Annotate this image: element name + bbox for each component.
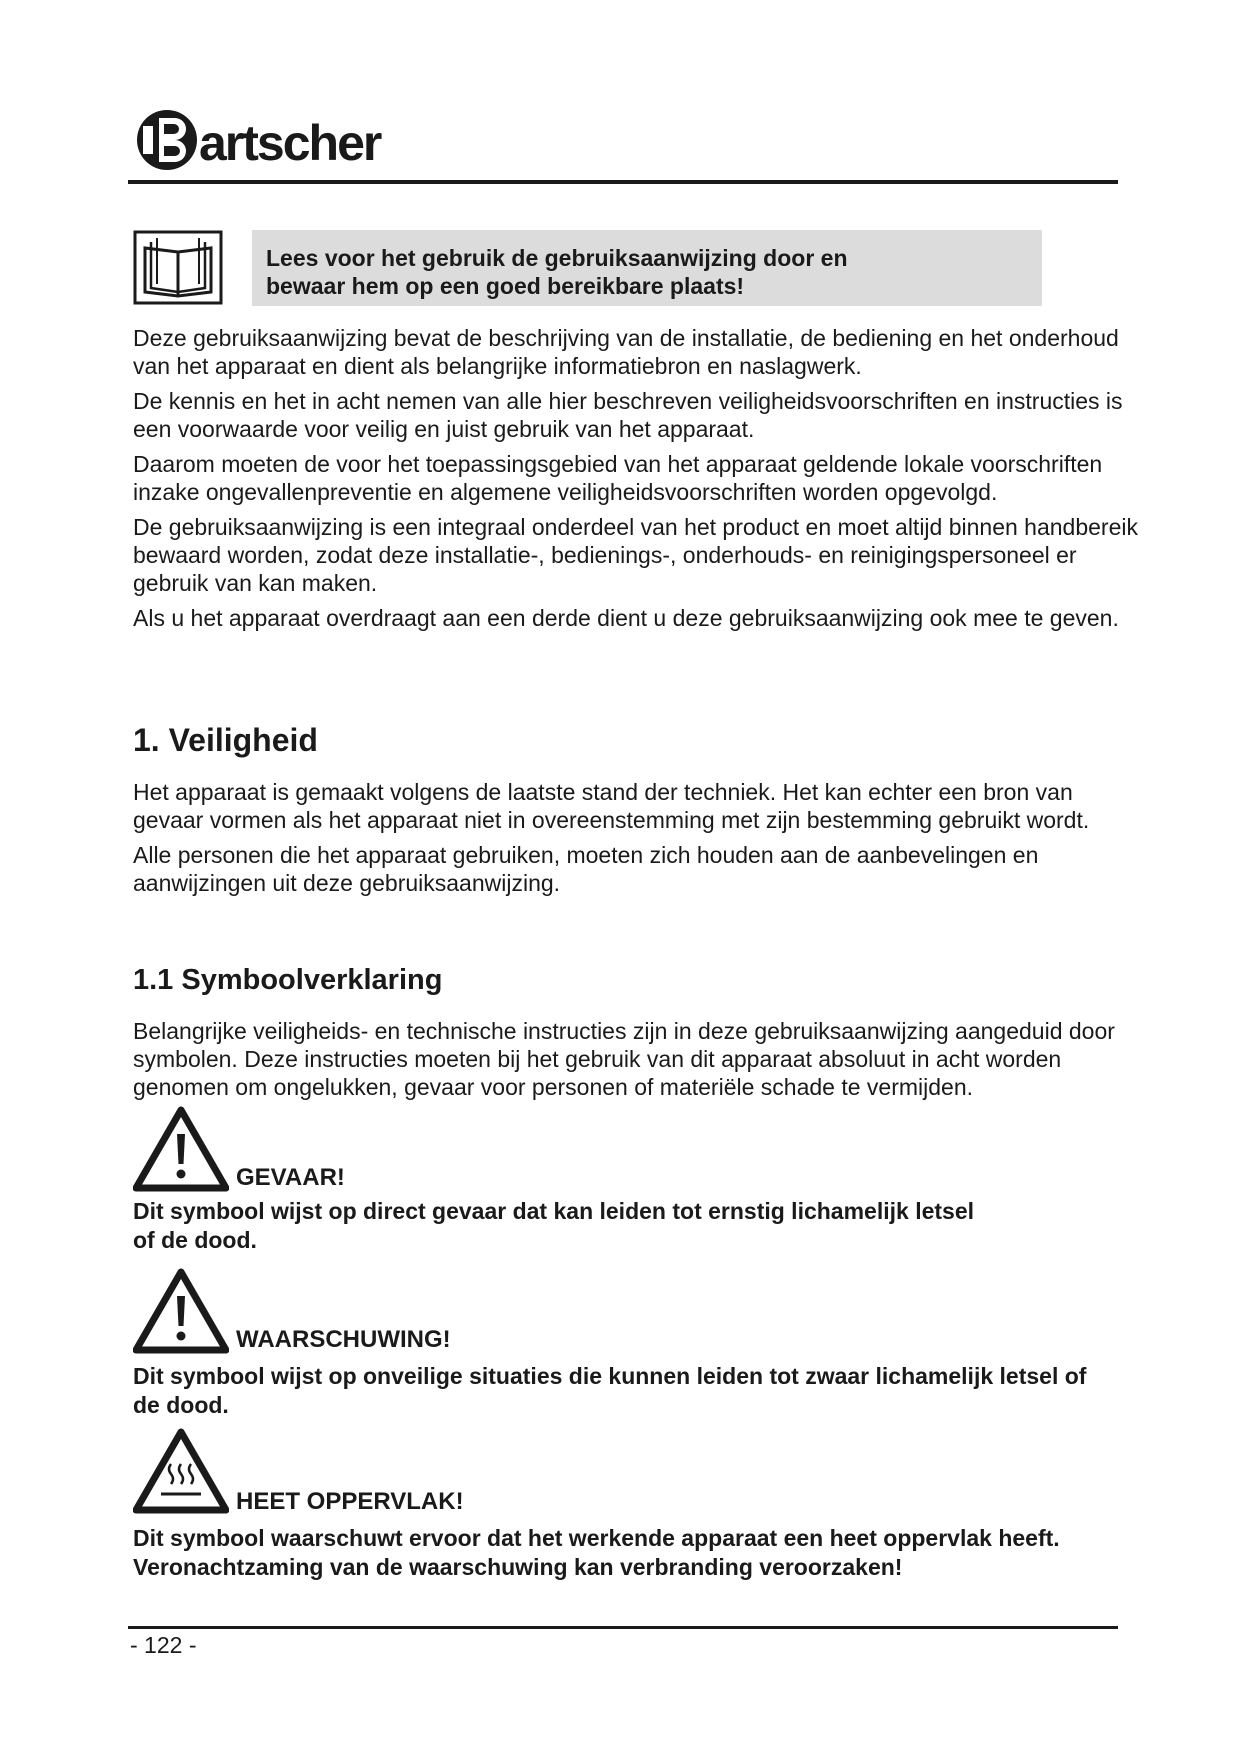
section-title-symboolverklaring: 1.1 Symboolverklaring: [133, 964, 443, 996]
intro-paragraph-1: Deze gebruiksaanwijzing bevat de beschrijving van de installatie, de bediening en het onderhoud van het apparaat en dient als belangrijke informatiebron en naslagwerk.: [133, 325, 1119, 379]
section1-text: [133, 778, 1143, 897]
intro-text: [133, 324, 1143, 632]
symbol-title-waarschuwing: WAARSCHUWING!: [236, 1326, 451, 1353]
intro-paragraph-3: Daarom moeten de voor het toepassingsgebied van het apparaat geldende lokale voorschriften inzake ongevallenpreventie en algemene veiligheidsvoorschriften worden opgevolgd.: [133, 451, 1103, 505]
symbol-title-gevaar: GEVAAR!: [236, 1164, 345, 1191]
symbol-title-heet-oppervlak: HEET OPPERVLAK!: [236, 1488, 464, 1515]
notice-line-1: Lees voor het gebruik de gebruiksaanwijzing door en: [266, 245, 848, 271]
intro-paragraph-4: De gebruiksaanwijzing is een integraal onderdeel van het product en moet altijd binnen handbereik bewaard worden, zodat deze installatie-, bedienings-, onderhouds- en reinigingspersoneel er gebruik van kan maken.: [133, 514, 1138, 596]
svg-text:artscher: artscher: [199, 115, 381, 171]
notice-line-2: bewaar hem op een goed bereikbare plaats!: [266, 273, 745, 299]
book-icon: [133, 230, 223, 305]
read-manual-notice: [252, 230, 1042, 306]
intro-paragraph-5: Als u het apparaat overdraagt aan een derde dient u deze gebruiksaanwijzing ook mee te geven.: [133, 605, 1119, 631]
symbol-text-waarschuwing: Dit symbool wijst op onveilige situaties die kunnen leiden tot zwaar lichamelijk letsel of de dood.: [133, 1363, 1087, 1418]
footer-rule: [128, 1626, 1118, 1629]
symbol-text-gevaar: Dit symbool wijst op direct gevaar dat kan leiden tot ernstig lichamelijk letsel of de dood.: [133, 1198, 975, 1253]
section11-paragraph-1: Belangrijke veiligheids- en technische instructies zijn in deze gebruiksaanwijzing aangeduid door symbolen. Deze instructies moeten bij het gebruik van dit apparaat absoluut in acht worden genomen om ongelukken, gevaar voor personen of materiële schade te vermijden.: [133, 1018, 1115, 1100]
page-number: - 122 -: [130, 1632, 197, 1658]
intro-paragraph-2: De kennis en het in acht nemen van alle hier beschreven veiligheidsvoorschriften en instructies is een voorwaarde voor veilig en juist gebruik van het apparaat.: [133, 388, 1123, 442]
section1-paragraph-2: Alle personen die het apparaat gebruiken, moeten zich houden aan de aanbevelingen en aanwijzingen uit deze gebruiksaanwijzing.: [133, 842, 1039, 896]
symbol-text-heet-oppervlak: Dit symbool waarschuwt ervoor dat het werkende apparaat een heet oppervlak heeft. Veronachtzaming van de waarschuwing kan verbranding veroorzaken!: [133, 1525, 1060, 1580]
section1-paragraph-1: Het apparaat is gemaakt volgens de laatste stand der techniek. Het kan echter een bron van gevaar vormen als het apparaat niet in overeenstemming met zijn bestemming gebruikt wordt.: [133, 779, 1090, 833]
hot-surface-icon: [133, 1428, 229, 1514]
header-rule: [128, 180, 1118, 184]
bartscher-logo: [133, 100, 393, 180]
section11-text: [133, 1017, 1143, 1101]
section-title-veiligheid: 1. Veiligheid: [133, 722, 318, 758]
warning-triangle-icon: [133, 1106, 229, 1192]
warning-triangle-icon: [133, 1268, 229, 1354]
